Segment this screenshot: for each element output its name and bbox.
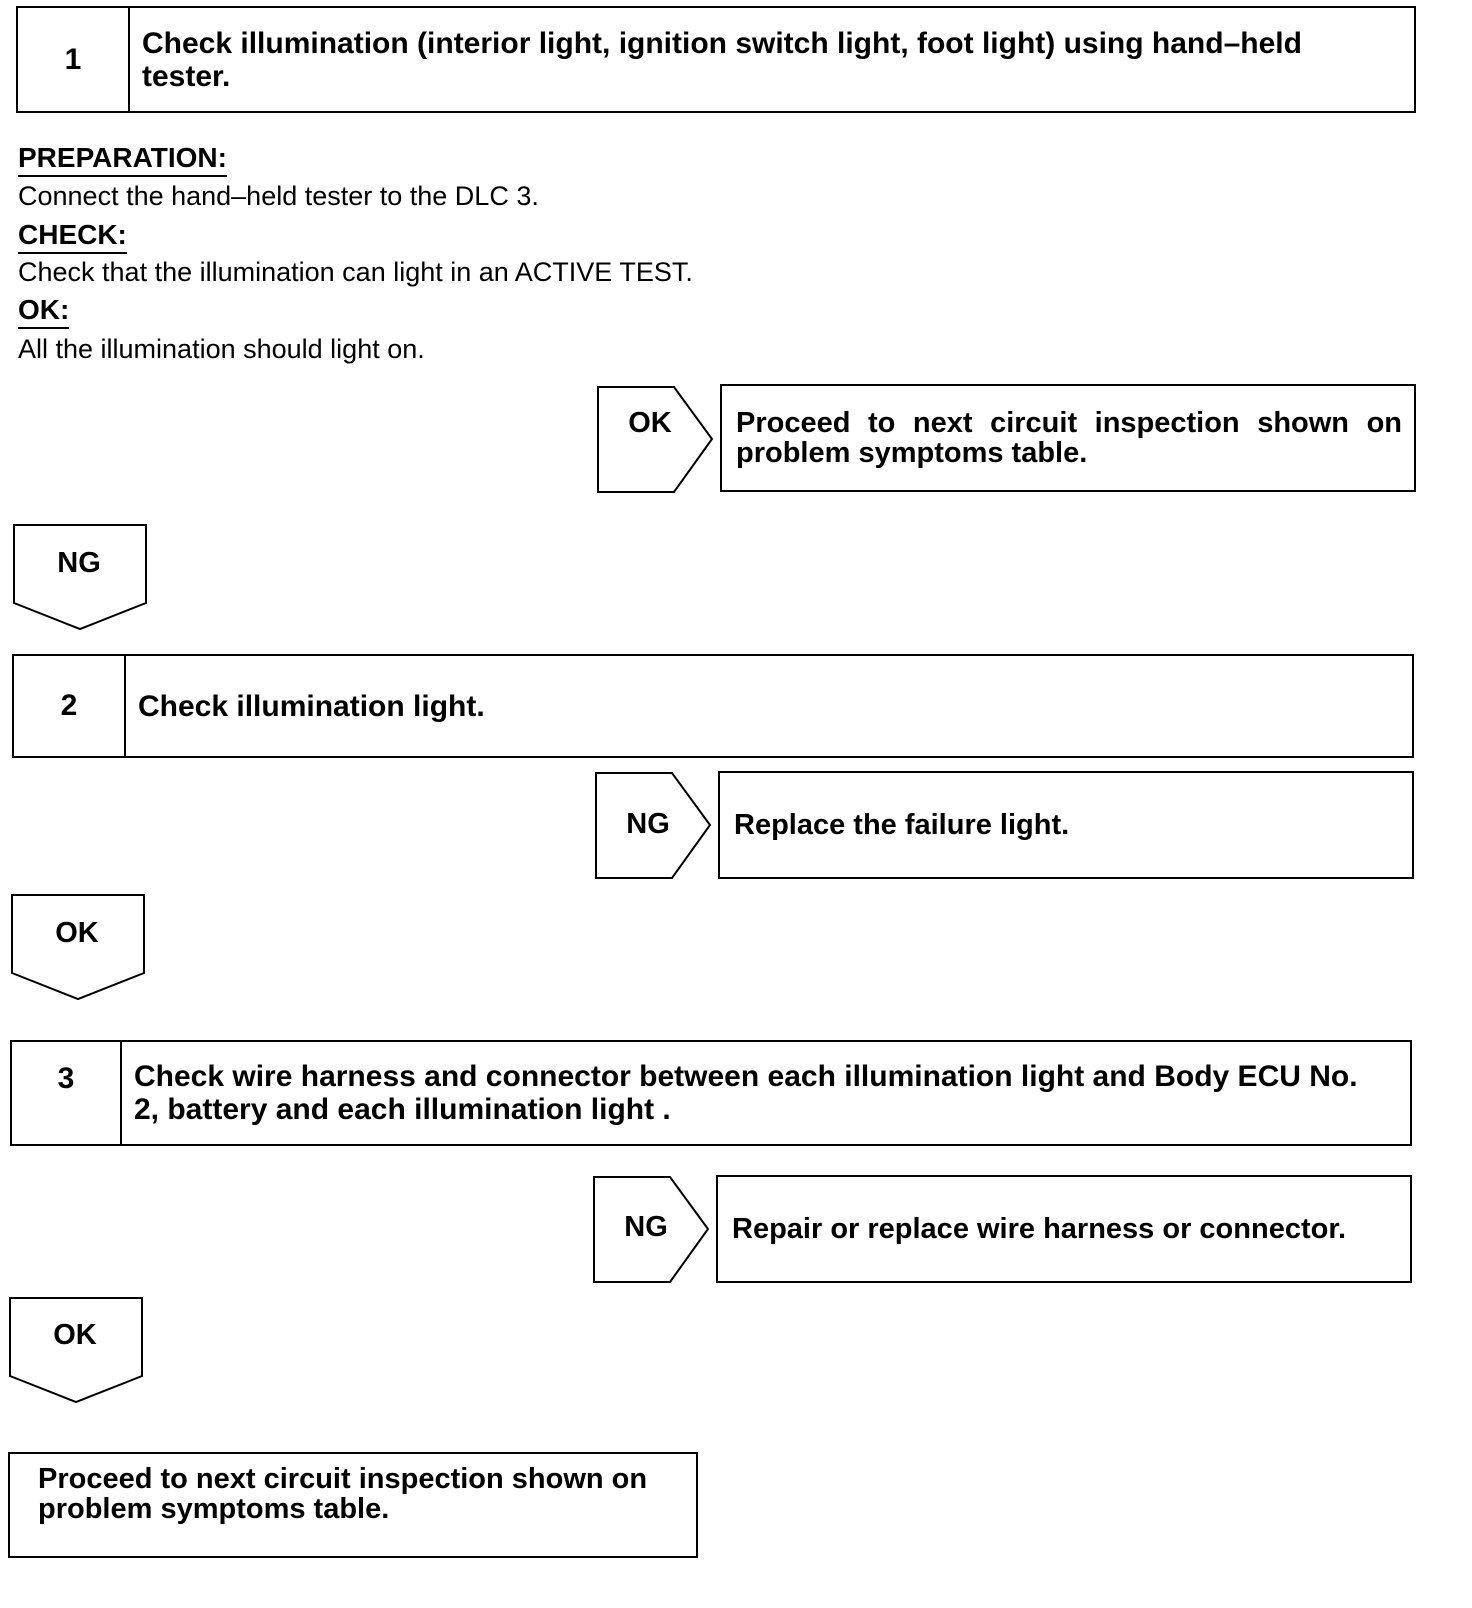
- ok-text: All the illumination should light on.: [18, 334, 425, 364]
- branch-2-label: NG: [626, 808, 670, 840]
- branch-1-result-box: [720, 384, 1416, 492]
- flow-arrow-1-label: NG: [57, 547, 101, 579]
- ok-label: OK:: [18, 294, 69, 329]
- step-2-number: 2: [14, 656, 126, 756]
- final-box-text: Proceed to next circuit inspection shown on problem symptoms table.: [38, 1463, 648, 1525]
- check-label: CHECK:: [18, 219, 127, 254]
- ok-down-arrow-shape: [8, 1296, 144, 1406]
- step-1-box: [16, 6, 1416, 113]
- branch-2-result-box: [718, 771, 1414, 879]
- step-3-box: [10, 1040, 1412, 1146]
- step-1-number: 1: [18, 8, 130, 111]
- branch-1-result-text: Proceed to next circuit inspection shown on problem symptoms table.: [736, 407, 1402, 469]
- branch-1-label: OK: [628, 407, 672, 439]
- step-2-title: Check illumination light.: [138, 689, 485, 723]
- flow-arrow-3-label: OK: [53, 1319, 97, 1351]
- ok-right-arrow-shape: [596, 385, 716, 495]
- flow-arrow-2-label: OK: [55, 917, 99, 949]
- preparation-text: Connect the hand–held tester to the DLC 3.: [18, 181, 539, 211]
- branch-3-result-box: [716, 1175, 1412, 1283]
- final-box: [8, 1452, 698, 1558]
- preparation-label: PREPARATION:: [18, 142, 227, 177]
- step-3-number: 3: [12, 1042, 122, 1144]
- step-3-title: Check wire harness and connector between each illumination light and Body ECU No. 2, battery and each illumination light .: [134, 1060, 1358, 1126]
- branch-3-result-text: Repair or replace wire harness or connector.: [732, 1213, 1347, 1245]
- branch-2-result-text: Replace the failure light.: [734, 809, 1070, 841]
- branch-3-label: NG: [624, 1211, 668, 1243]
- check-text: Check that the illumination can light in an ACTIVE TEST.: [18, 257, 693, 287]
- step-1-title: Check illumination (interior light, ignition switch light, foot light) using hand–held tester.: [142, 26, 1302, 93]
- step-2-box: [12, 654, 1414, 758]
